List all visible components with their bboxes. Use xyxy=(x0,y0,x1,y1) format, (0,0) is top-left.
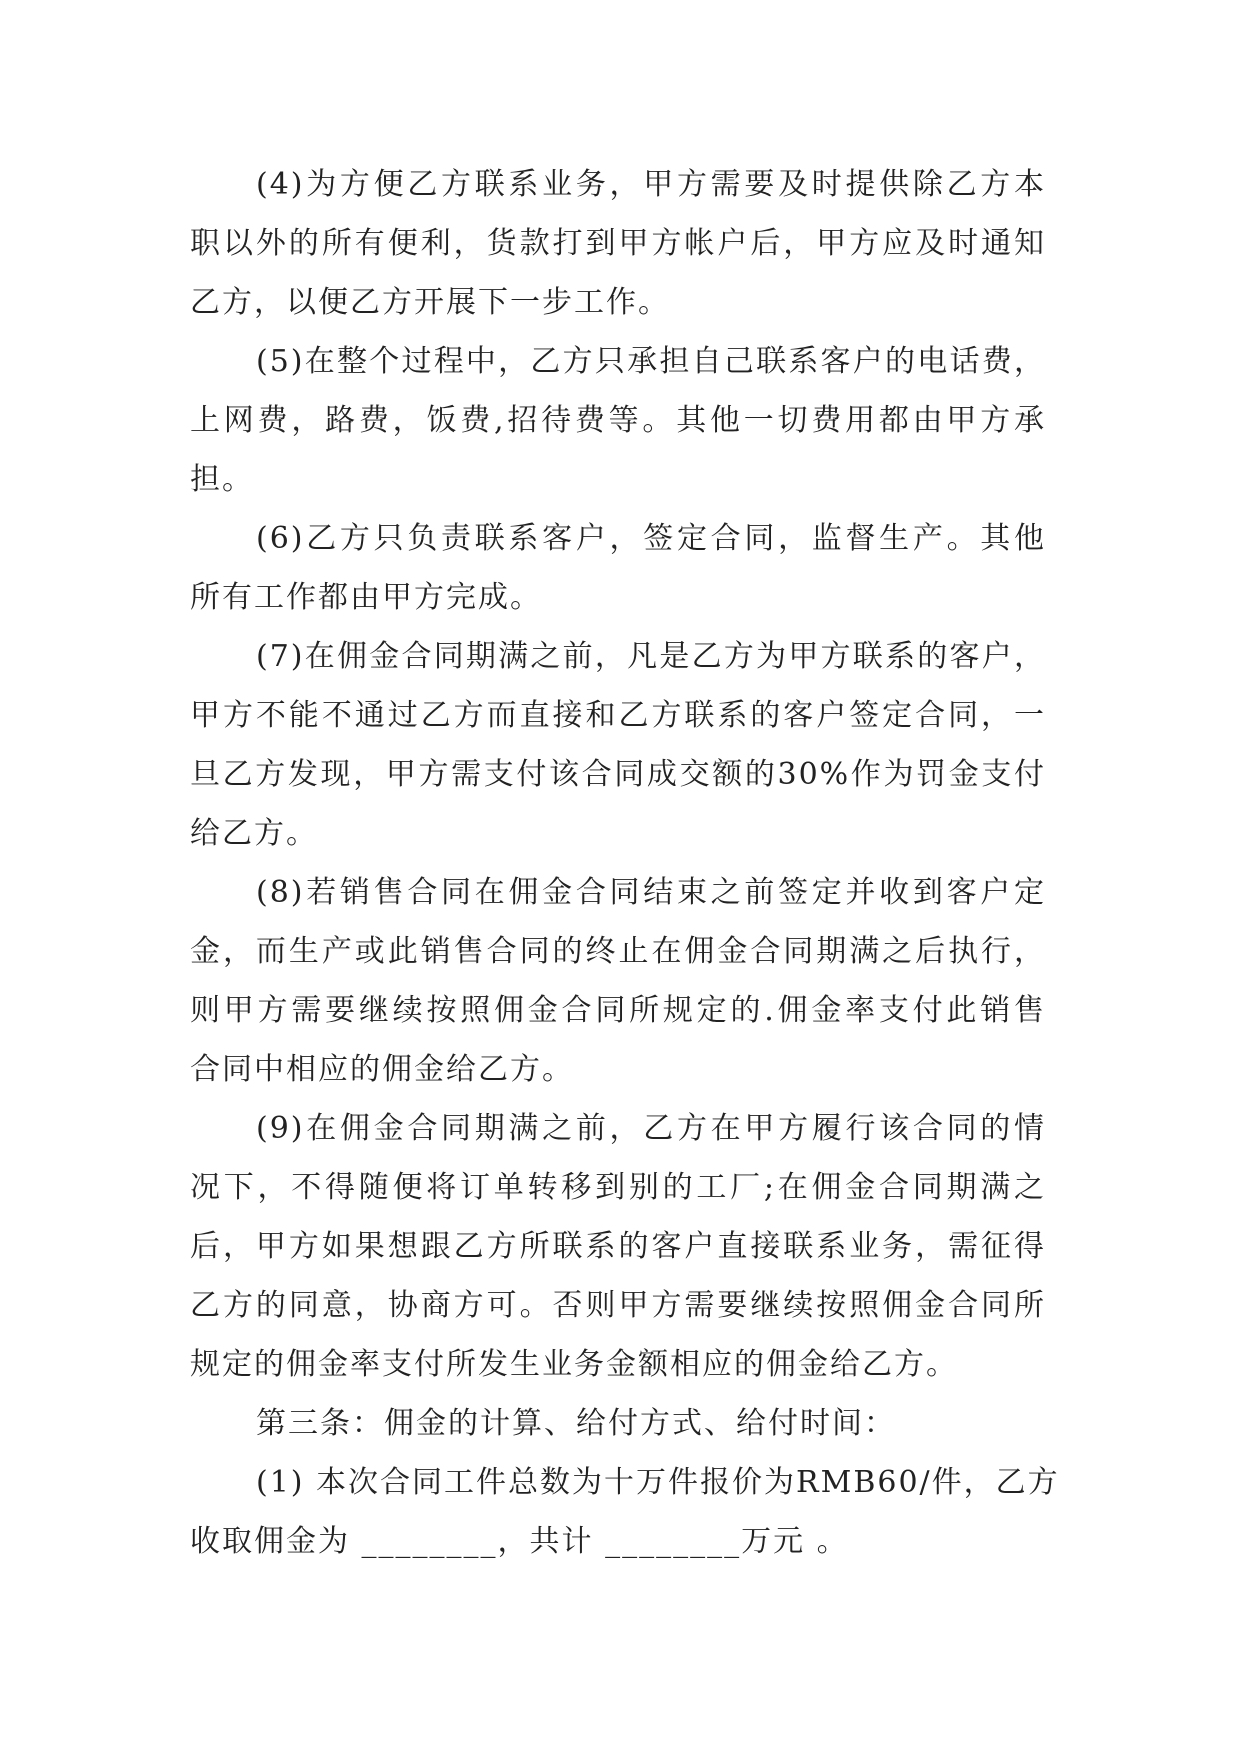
article-3-item-1-line-1: (1) 本次合同工件总数为十万件报价为RMB60/件，乙方 xyxy=(256,1465,1060,1500)
clause-4-line-2: 职以外的所有便利，货款打到甲方帐户后，甲方应及时通知 xyxy=(190,226,1046,261)
clause-9-line-2: 况下，不得随便将订单转移到别的工厂;在佣金合同期满之 xyxy=(190,1170,1046,1205)
article-3-heading: 第三条：佣金的计算、给付方式、给付时间： xyxy=(256,1406,896,1441)
clause-9-line-5: 规定的佣金率支付所发生业务金额相应的佣金给乙方。 xyxy=(190,1347,958,1382)
clause-7-line-1: (7)在佣金合同期满之前，凡是乙方为甲方联系的客户， xyxy=(256,639,1046,674)
clause-7-line-3: 旦乙方发现，甲方需支付该合同成交额的30%作为罚金支付 xyxy=(190,757,1046,792)
clause-7-line-2: 甲方不能不通过乙方而直接和乙方联系的客户签定合同，一 xyxy=(190,698,1046,733)
clause-9-line-1: (9)在佣金合同期满之前，乙方在甲方履行该合同的情 xyxy=(256,1111,1046,1146)
clause-5-line-1: (5)在整个过程中，乙方只承担自己联系客户的电话费， xyxy=(256,344,1046,379)
clause-4-line-3: 乙方，以便乙方开展下一步工作。 xyxy=(190,285,670,320)
clause-6-line-1: (6)乙方只负责联系客户，签定合同，监督生产。其他 xyxy=(256,521,1046,556)
clause-4-line-1: (4)为方便乙方联系业务，甲方需要及时提供除乙方本 xyxy=(256,167,1046,202)
clause-7-line-4: 给乙方。 xyxy=(190,816,318,851)
clause-9-line-4: 乙方的同意，协商方可。否则甲方需要继续按照佣金合同所 xyxy=(190,1288,1046,1323)
article-3-item-1-line-2: 收取佣金为 ________，共计 ________万元 。 xyxy=(190,1524,849,1559)
clause-6-line-2: 所有工作都由甲方完成。 xyxy=(190,580,542,615)
clause-8-line-4: 合同中相应的佣金给乙方。 xyxy=(190,1052,574,1087)
clause-9-line-3: 后，甲方如果想跟乙方所联系的客户直接联系业务，需征得 xyxy=(190,1229,1046,1264)
clause-5-line-2: 上网费，路费，饭费,招待费等。其他一切费用都由甲方承 xyxy=(190,403,1046,438)
clause-5-line-3: 担。 xyxy=(190,462,254,497)
clause-8-line-2: 金，而生产或此销售合同的终止在佣金合同期满之后执行， xyxy=(190,934,1046,969)
clause-8-line-3: 则甲方需要继续按照佣金合同所规定的.佣金率支付此销售 xyxy=(190,993,1046,1028)
clause-8-line-1: (8)若销售合同在佣金合同结束之前签定并收到客户定 xyxy=(256,875,1046,910)
